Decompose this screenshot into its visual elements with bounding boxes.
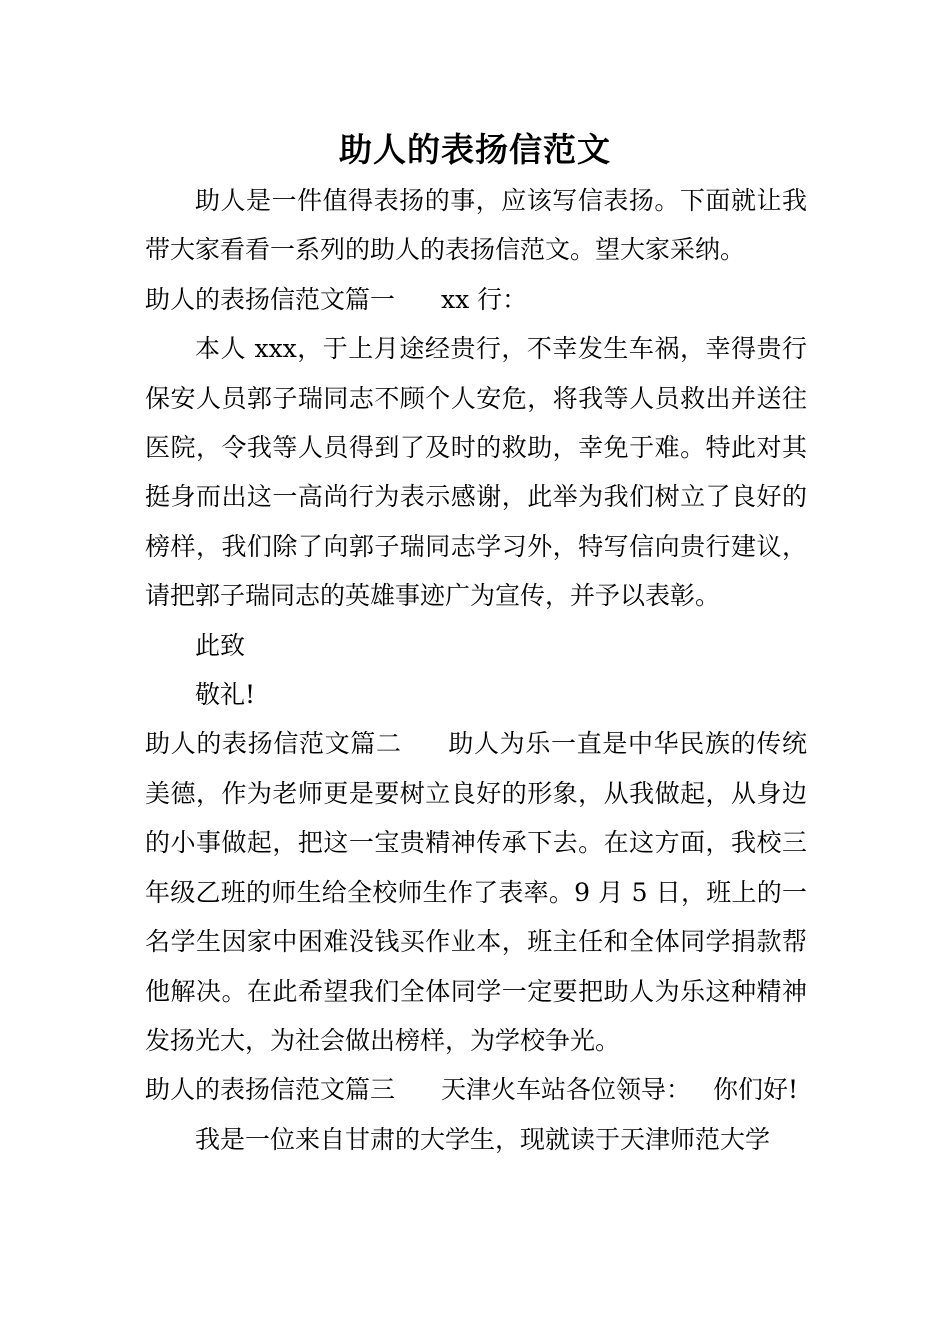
- section2-body: 助人为乐一直是中华民族的传统美德，作为老师更是要树立良好的形象，从我做起，从身边的小事做起，把这一宝贵精神传承下去。在这方面，我校三年级乙班的师生给全校师生作了表率。9 月 5 日，班上的一名学生因家中困难没钱买作业本，班主任和全体同学捐款帮他解决。在此希望我们全体同学一定要把助人为乐这种精神发扬光大，为社会做出榜样，为学校争光。: [145, 729, 807, 1055]
- section2-paragraph: [145, 719, 807, 1065]
- section1-closing1: 此致: [195, 630, 246, 660]
- intro-paragraph: 助人是一件值得表扬的事，应该写信表扬。下面就让我带大家看看一系列的助人的表扬信范文。望大家采纳。: [145, 186, 807, 265]
- section3-salutation: 天津火车站各位领导：: [441, 1075, 692, 1105]
- document-title: 助人的表扬信范文: [339, 130, 611, 169]
- section3-heading-line: [145, 1065, 807, 1114]
- section1-salutation: xx 行：: [441, 284, 528, 314]
- section1-closing2: 敬礼!: [195, 680, 256, 710]
- section1-body: 本人 xxx，于上月途经贵行，不幸发生车祸，幸得贵行保安人员郭子瑞同志不顾个人安危，将我等人员救出并送往医院，令我等人员得到了及时的救助，幸免于难。特此对其挺身而出这一高尚行为表示感谢，此举为我们树立了良好的榜样，我们除了向郭子瑞同志学习外，特写信向贵行建议，请把郭子瑞同志的英雄事迹广为宣传，并予以表彰。: [145, 334, 807, 611]
- section3-greeting: 你们好!: [713, 1075, 799, 1105]
- section3-body: 我是一位来自甘肃的大学生，现就读于天津师范大学: [195, 1124, 771, 1154]
- section3-heading: 助人的表扬信范文篇三: [145, 1075, 396, 1105]
- document-body: [145, 176, 807, 1164]
- section1-heading: 助人的表扬信范文篇一: [145, 284, 396, 314]
- section1-heading-line: [145, 275, 807, 324]
- section2-heading: 助人的表扬信范文篇二: [145, 729, 402, 759]
